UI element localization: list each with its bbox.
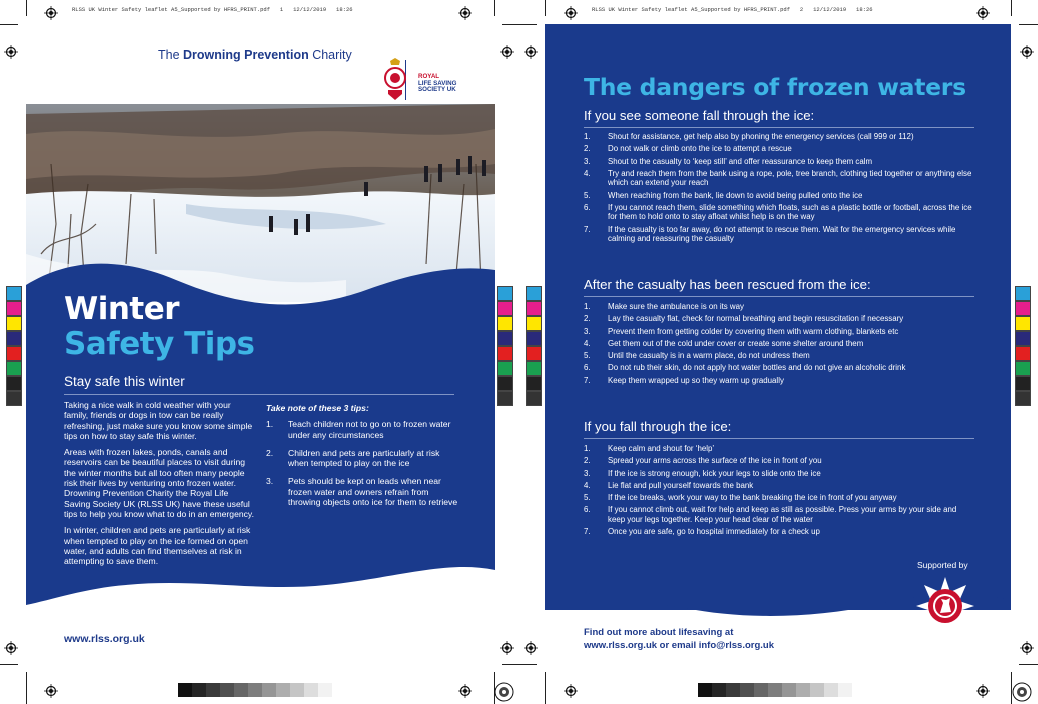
item-number: 6. — [584, 363, 591, 373]
list-item — [584, 132, 974, 141]
item-text: Once you are safe, go to hospital immediately for a check up — [608, 527, 820, 537]
item-number: 4. — [584, 480, 591, 490]
website-link[interactable]: www.rlss.org.uk — [64, 633, 145, 645]
tip-text: Children and pets are particularly at risk when tempted to play on the ice — [288, 447, 440, 469]
registration-target-icon — [564, 684, 578, 698]
item-number: 5. — [584, 493, 591, 503]
intro-paragraph: In winter, children and pets are particularly at risk when tempted to play on the ice formed on open water, and adults can find themselves at risk in attempting to save them. — [64, 525, 251, 567]
color-swatch — [497, 331, 513, 346]
list-item — [584, 302, 974, 311]
crop-mark — [1019, 24, 1038, 25]
find-out-contact[interactable]: www.rlss.org.uk or email info@rlss.org.uk — [584, 640, 774, 651]
gray-swatch — [754, 683, 768, 697]
crop-mark — [519, 24, 537, 25]
item-number: 1. — [584, 444, 591, 453]
item-number: 7. — [584, 527, 591, 537]
color-swatch — [1015, 361, 1031, 376]
color-swatch — [526, 331, 542, 346]
list-you-fall — [584, 444, 974, 539]
intro-paragraph: Taking a nice walk in cold weather with your family, friends or dogs in tow can be really refreshing, just make sure you know some simple tips on how to stay safe this winter. — [64, 400, 253, 441]
registration-target-icon — [44, 684, 58, 698]
fire-rescue-badge-icon — [916, 577, 974, 635]
registration-target-icon — [4, 45, 18, 59]
tips-heading: Take note of these 3 tips: — [266, 403, 369, 413]
tip-text: Teach children not to go on to frozen water under any circumstances — [288, 419, 451, 440]
find-out-line: Find out more about lifesaving at — [584, 627, 734, 638]
rlss-logo-text — [418, 74, 456, 94]
color-swatch — [6, 286, 22, 301]
item-number: 3. — [584, 326, 591, 336]
item-text: Do not rub their skin, do not apply hot water bottles and do not give an alcoholic drink — [608, 363, 906, 373]
color-swatch — [526, 301, 542, 316]
color-swatch — [497, 391, 513, 406]
item-text: If the ice is strong enough, kick your legs to slide onto the ice — [608, 468, 821, 478]
gray-swatch — [698, 683, 712, 697]
tip-text: Pets should be kept on leads when near frozen water and owners refrain from throwing objects onto ice for them to retrieve — [288, 476, 458, 508]
crop-mark — [502, 664, 519, 665]
registration-target-icon — [500, 45, 514, 59]
tip-number: 3. — [266, 476, 274, 487]
list-item — [584, 363, 974, 372]
color-swatch — [526, 391, 542, 406]
gray-swatch — [290, 683, 304, 697]
tip-number: 2. — [266, 447, 274, 458]
item-text: When reaching from the bank, lie down to avoid being pulled onto the ice — [608, 190, 863, 200]
gray-step-bar — [178, 683, 332, 697]
crop-mark — [519, 664, 537, 665]
list-item — [584, 505, 974, 524]
registration-target-icon — [500, 641, 514, 655]
color-swatch — [6, 331, 22, 346]
gray-swatch — [838, 683, 852, 697]
item-text: If you cannot reach them, slide something which floats, such as a plastic bottle or football, across the ice for them to hold onto to stay afloat whilst help is on the way — [608, 202, 972, 222]
color-swatch — [526, 316, 542, 331]
item-number: 6. — [584, 505, 591, 515]
item-number: 2. — [584, 144, 591, 154]
intro-body-text — [64, 400, 254, 572]
registration-target-icon — [458, 684, 472, 698]
crop-mark — [26, 672, 27, 704]
section-title-after-rescue: After the casualty has been rescued from the ice: — [584, 277, 871, 292]
color-swatch — [6, 301, 22, 316]
color-calibration-bar — [6, 286, 22, 406]
color-swatch — [1015, 301, 1031, 316]
registration-target-icon — [4, 641, 18, 655]
list-item — [584, 527, 974, 536]
item-text: Keep them wrapped up so they warm up gradually — [608, 375, 784, 385]
registration-target-icon — [1020, 641, 1034, 655]
list-item — [584, 469, 974, 478]
color-swatch — [1015, 346, 1031, 361]
item-number: 2. — [584, 456, 591, 466]
list-item — [584, 376, 974, 385]
gray-swatch — [768, 683, 782, 697]
item-number: 7. — [584, 375, 591, 385]
item-text: Lay the casualty flat, check for normal breathing and begin resuscitation if necessary — [608, 314, 904, 324]
registration-target-icon — [524, 45, 538, 59]
list-item — [584, 351, 974, 360]
item-text: Spread your arms across the surface of the ice in front of you — [608, 456, 822, 466]
item-text: Shout to the casualty to ‘keep still’ and offer reassurance to keep them calm — [608, 156, 873, 166]
list-item — [584, 314, 974, 323]
tip-item — [266, 419, 461, 440]
logo-text-line: ROYAL — [418, 73, 440, 80]
list-item — [584, 144, 974, 153]
registration-target-icon — [458, 6, 472, 20]
item-number: 3. — [584, 156, 591, 166]
color-calibration-bar — [497, 286, 513, 406]
list-item — [584, 225, 974, 244]
color-calibration-bar — [526, 286, 542, 406]
section-divider — [584, 296, 974, 297]
list-item — [584, 481, 974, 490]
item-text: Do not walk or climb onto the ice to attempt a rescue — [608, 144, 792, 154]
color-swatch — [1015, 316, 1031, 331]
color-swatch — [1015, 376, 1031, 391]
star-target-icon — [1012, 682, 1032, 702]
crop-mark — [0, 664, 18, 665]
list-item — [584, 157, 974, 166]
color-swatch — [1015, 331, 1031, 346]
gray-swatch — [206, 683, 220, 697]
gray-swatch — [782, 683, 796, 697]
tagline-bold: Drowning Prevention — [183, 48, 309, 62]
item-text: If you cannot climb out, wait for help and keep as still as possible. Press your arms by your side and keep your legs together. Keep your head clear of the water — [608, 505, 957, 524]
registration-target-icon — [976, 6, 990, 20]
crop-mark — [545, 0, 546, 16]
color-swatch — [526, 346, 542, 361]
item-text: Get them out of the cold under cover or create some shelter around them — [608, 338, 864, 348]
stay-safe-subtitle: Stay safe this winter — [64, 374, 185, 389]
color-swatch — [497, 361, 513, 376]
logo-text-line: SOCIETY UK — [418, 86, 456, 94]
item-text: Prevent them from getting colder by covering them with warm clothing, blankets etc — [608, 326, 899, 336]
item-number: 6. — [584, 202, 591, 212]
list-someone-falls — [584, 132, 974, 246]
tip-item — [266, 476, 461, 507]
tip-number: 1. — [266, 419, 274, 430]
section-title-someone-falls: If you see someone fall through the ice: — [584, 108, 815, 123]
gray-swatch — [318, 683, 332, 697]
item-text: Lie flat and pull yourself towards the bank — [608, 480, 754, 490]
item-number: 4. — [584, 168, 591, 178]
title-winter: Winter — [64, 291, 180, 327]
rlss-crest-logo — [384, 58, 406, 100]
item-number: 1. — [584, 132, 591, 141]
gray-swatch — [276, 683, 290, 697]
color-swatch — [6, 346, 22, 361]
item-text: Shout for assistance, get help also by phoning the emergency services (call 999 or 112) — [608, 132, 914, 141]
color-swatch — [526, 286, 542, 301]
section-divider — [584, 438, 974, 439]
item-number: 1. — [584, 302, 591, 311]
gray-swatch — [796, 683, 810, 697]
registration-target-icon — [524, 641, 538, 655]
crop-mark — [545, 672, 546, 704]
three-tips-box — [266, 403, 461, 515]
gray-swatch — [262, 683, 276, 697]
color-swatch — [6, 361, 22, 376]
crop-mark — [502, 24, 519, 25]
registration-target-icon — [976, 684, 990, 698]
color-swatch — [497, 346, 513, 361]
back-main-heading: The dangers of frozen waters — [584, 73, 966, 101]
print-slug-page1: RLSS UK Winter Safety leaflet A5_Supported by HFRS_PRINT.pdf 1 12/12/2019 18:26 — [72, 6, 353, 13]
color-swatch — [526, 361, 542, 376]
tip-item — [266, 448, 461, 469]
item-text: Make sure the ambulance is on its way — [608, 302, 744, 311]
title-safety-tips: Safety Tips — [64, 326, 255, 362]
item-text: If the ice breaks, work your way to the bank breaking the ice in front of you anyway — [608, 493, 897, 503]
star-target-icon — [494, 682, 514, 702]
registration-target-icon — [44, 6, 58, 20]
item-text: Until the casualty is in a warm place, do not undress them — [608, 351, 810, 361]
print-slug-page2: RLSS UK Winter Safety leaflet A5_Supported by HFRS_PRINT.pdf 2 12/12/2019 18:26 — [592, 6, 873, 13]
item-number: 2. — [584, 314, 591, 324]
crop-mark — [0, 24, 18, 25]
item-number: 7. — [584, 224, 591, 234]
tagline-prefix: The — [158, 48, 184, 62]
color-swatch — [497, 316, 513, 331]
color-swatch — [497, 376, 513, 391]
item-text: If the casualty is too far away, do not attempt to rescue them. Wait for the emergency services while calming and reassuring the casualty — [608, 224, 956, 243]
color-swatch — [526, 376, 542, 391]
section-title-you-fall: If you fall through the ice: — [584, 419, 732, 434]
find-out-more — [584, 626, 774, 652]
list-after-rescue — [584, 302, 974, 388]
item-number: 3. — [584, 468, 591, 478]
gray-swatch — [220, 683, 234, 697]
item-number: 4. — [584, 338, 591, 348]
crop-mark — [494, 0, 495, 16]
item-number: 5. — [584, 351, 591, 361]
registration-target-icon — [1020, 45, 1034, 59]
logo-text-line: LIFE SAVING — [418, 79, 457, 87]
list-item — [584, 203, 974, 222]
gray-swatch — [740, 683, 754, 697]
crop-mark — [1011, 0, 1012, 16]
color-swatch — [6, 376, 22, 391]
gray-swatch — [178, 683, 192, 697]
color-swatch — [1015, 391, 1031, 406]
color-swatch — [6, 316, 22, 331]
crop-mark — [1019, 664, 1038, 665]
crop-mark — [26, 0, 27, 16]
tips-list — [266, 419, 461, 507]
list-item — [584, 444, 974, 453]
gray-swatch — [726, 683, 740, 697]
list-item — [584, 456, 974, 465]
gray-swatch — [824, 683, 838, 697]
list-item — [584, 191, 974, 200]
item-text: Try and reach them from the bank using a rope, pole, tree branch, clothing tied together or anything else which can extend your reach — [608, 168, 972, 188]
gray-swatch — [304, 683, 318, 697]
gray-step-bar — [698, 683, 852, 697]
item-text: Keep calm and shout for ‘help’ — [608, 444, 715, 453]
gray-swatch — [234, 683, 248, 697]
color-swatch — [497, 286, 513, 301]
supported-by-label: Supported by — [917, 560, 968, 570]
list-item — [584, 493, 974, 502]
gray-swatch — [248, 683, 262, 697]
tagline-suffix: Charity — [308, 48, 352, 62]
section-divider — [584, 127, 974, 128]
registration-target-icon — [564, 6, 578, 20]
color-swatch — [497, 301, 513, 316]
color-swatch — [1015, 286, 1031, 301]
color-swatch — [6, 391, 22, 406]
gray-swatch — [192, 683, 206, 697]
intro-paragraph: Areas with frozen lakes, ponds, canals and reservoirs can be beautiful places to visit during the winter months but all too often many people risk their lives by venturing onto frozen water. Drowning Prevention Charity the Royal Life Saving Society UK (RLSS UK) have these useful tips to help you know what to do in an emergency. — [64, 447, 254, 519]
list-item — [584, 327, 974, 336]
gray-swatch — [712, 683, 726, 697]
section-divider — [64, 394, 454, 395]
color-calibration-bar — [1015, 286, 1031, 406]
charity-tagline — [158, 48, 352, 62]
list-item — [584, 169, 974, 188]
item-number: 5. — [584, 190, 591, 200]
gray-swatch — [810, 683, 824, 697]
list-item — [584, 339, 974, 348]
